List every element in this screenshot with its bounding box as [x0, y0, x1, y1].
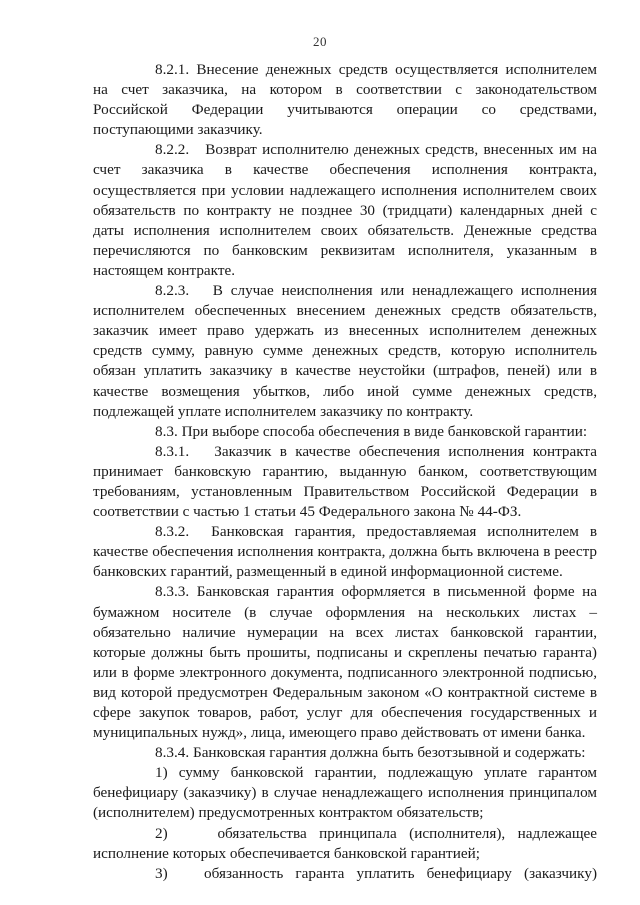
paragraph-8-2-2: 8.2.2. Возврат исполнителю денежных средств, внесенных им на счет заказчика в качестве обеспечения исполнения контракта, осуществляется при условии надлежащего исполнения исполнителем своих обязательств по контракту не позднее 30 (тридцати) календарных дней с даты исполнения исполнителем своих обязательств. Денежные средства перечисляются по банковским реквизитам исполнителя, указанным в настоящем контракте. — [93, 141, 597, 279]
paragraph-8-2-1: 8.2.1. Внесение денежных средств осуществляется исполнителем на счет заказчика, на котором в соответствии с законодательством Российской Федерации учитываются операции со средствами, поступающими заказчику. — [93, 61, 597, 139]
paragraph-8-3-3: 8.3.3. Банковская гарантия оформляется в письменной форме на бумажном носителе (в случае оформления на нескольких листах – обязательно наличие нумерации на всех листах банковской гарантии, которые должны быть прошиты, подписаны и скреплены печатью гаранта) или в форме электронного документа, подписанного электронной подписью, вид которой предусмотрен Федеральным законом «О контрактной системе в сфере закупок товаров, работ, услуг для обеспечения государственных и муниципальных нужд», лица, имеющего право действовать от имени банка. — [93, 583, 597, 742]
list-item-3: 3) обязанность гаранта уплатить бенефициару (заказчику) — [155, 864, 597, 882]
page-number: 20 — [313, 34, 327, 49]
paragraph-8-3-2: 8.3.2. Банковская гарантия, предоставляемая исполнителем в качестве обеспечения исполнения контракта, должна быть включена в реестр банковских гарантий, размещенный в единой информационной системе. — [93, 523, 597, 581]
document-body — [93, 60, 597, 884]
paragraph-8-3: 8.3. При выборе способа обеспечения в виде банковской гарантии: — [155, 422, 588, 440]
list-item-2: 2) обязательства принципала (исполнителя), надлежащее исполнение которых обеспечивается банковской гарантией; — [93, 824, 597, 862]
list-item-1: 1) сумму банковской гарантии, подлежащую уплате гарантом бенефициару (заказчику) в случае ненадлежащего исполнения принципалом (исполнителем) предусмотренных контрактом обязательств; — [93, 764, 597, 822]
paragraph-8-3-1: 8.3.1. Заказчик в качестве обеспечения исполнения контракта принимает банковскую гарантию, выданную банком, соответствующим требованиям, установленным Правительством Российской Федерации в соответствии с частью 1 статьи 45 Федерального закона № 44-ФЗ. — [93, 442, 597, 521]
paragraph-8-3-4: 8.3.4. Банковская гарантия должна быть безотзывной и содержать: — [155, 744, 586, 762]
paragraph-8-2-3: 8.2.3. В случае неисполнения или ненадлежащего исполнения исполнителем обеспеченных внесением денежных средств обязательств, заказчик имеет право удержать из внесенных исполнителем денежных средств сумму, равную сумме денежных средств, которую исполнитель обязан уплатить заказчику в качестве неустойки (штрафов, пеней) или в качестве возмещения убытков, либо иной сумме денежных средств, подлежащей уплате исполнителем заказчику по контракту. — [93, 282, 597, 420]
